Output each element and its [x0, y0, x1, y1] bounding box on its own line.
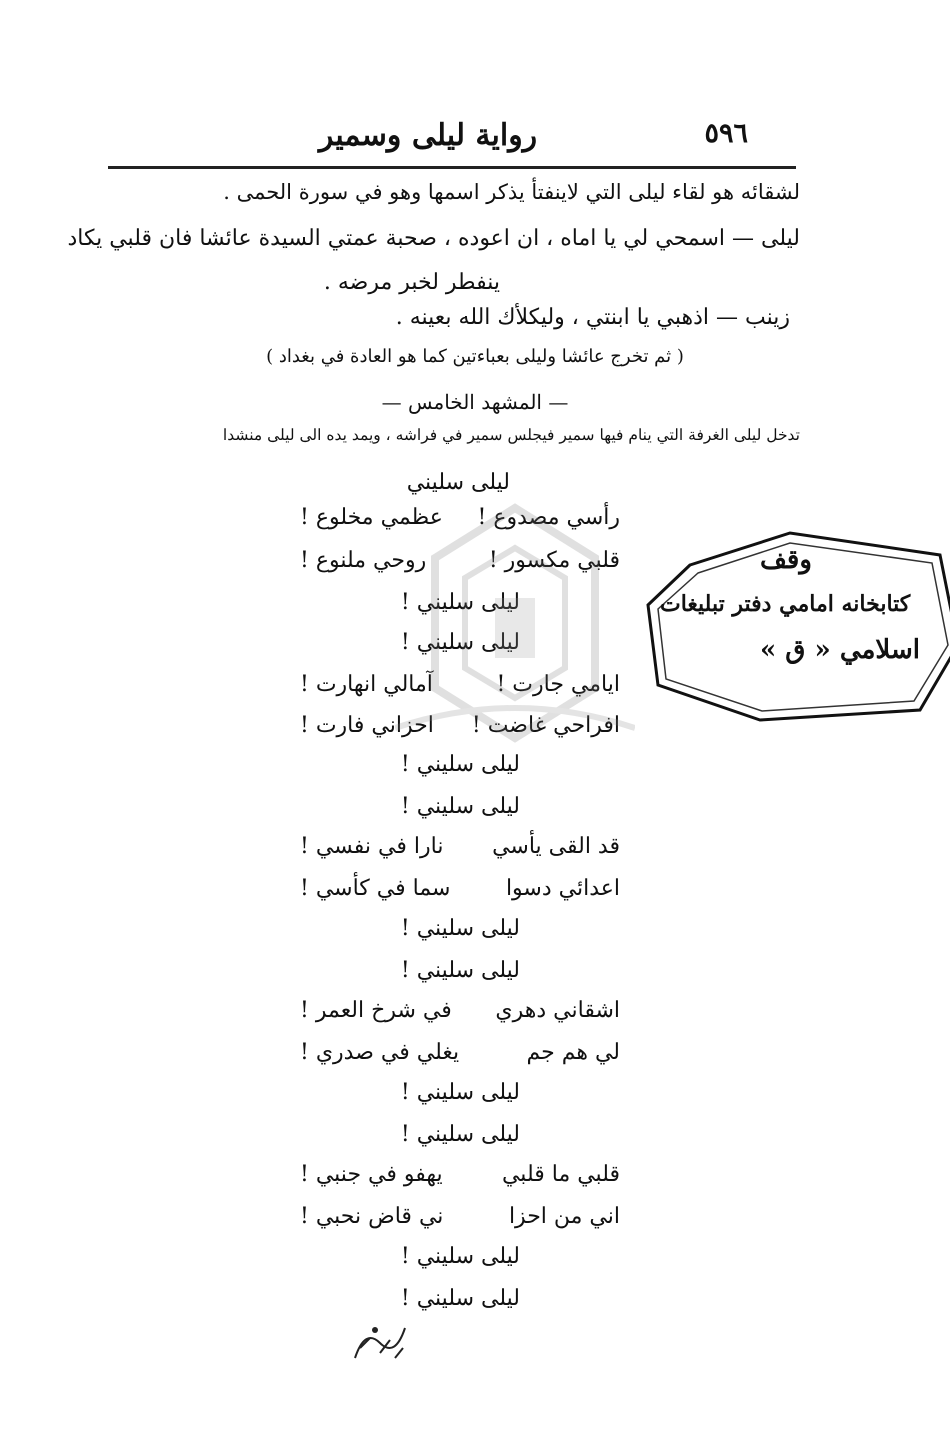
header-rule — [108, 166, 796, 169]
library-stamp — [640, 525, 950, 725]
verse-hemistich: نارا في نفسي ! — [300, 834, 444, 859]
poem-refrain: ليلى سليني ! — [400, 1244, 520, 1269]
end-ornament-icon — [345, 1318, 415, 1368]
poem-refrain: ليلى سليني ! — [400, 958, 520, 983]
scene-heading: — المشهد الخامس — — [381, 390, 569, 414]
verse-hemistich: رأسي مصدوع ! — [477, 505, 620, 530]
verse-hemistich: في شرخ العمر ! — [300, 998, 452, 1023]
verse-hemistich: عظمي مخلوع ! — [300, 505, 443, 530]
page-header — [108, 118, 748, 162]
poem-refrain: ليلى سليني ! — [400, 1080, 520, 1105]
verse-hemistich: قد القى يأسي — [492, 834, 620, 859]
stamp-line: اسلامي « ق » — [760, 635, 920, 665]
stamp-line: وقف — [760, 545, 812, 575]
verse-hemistich: روحي ملنوع ! — [300, 548, 427, 573]
prose-line: ليلى — اسمحي لي يا اماه ، ان اعوده ، صحبة عمتي السيدة عائشا فان قلبي يكاد — [67, 226, 800, 251]
verse-hemistich: يغلي في صدري ! — [300, 1040, 460, 1065]
verse-hemistich: اشقاني دهري — [495, 998, 620, 1023]
verse-hemistich: قلبي ما قلبي — [501, 1162, 620, 1187]
verse-hemistich: ايامي جارت ! — [496, 672, 620, 697]
poem-refrain: ليلى سليني ! — [400, 794, 520, 819]
poem-refrain: ليلى سليني ! — [400, 1286, 520, 1311]
prose-line: ينفطر لخبر مرضه . — [323, 270, 500, 295]
poem-refrain: ليلى سليني ! — [400, 1122, 520, 1147]
verse-hemistich: آمالي انهارت ! — [300, 672, 433, 697]
running-title: رواية ليلى وسمير — [318, 118, 538, 153]
verse-hemistich: اعدائي دسوا — [505, 876, 620, 901]
page-number: ٥٩٦ — [704, 118, 748, 149]
prose-line: لشقائه هو لقاء ليلى التي لاينفتأ يذكر اسمها وهو في سورة الحمى . — [223, 180, 800, 204]
prose-line: زينب — اذهبي يا ابنتي ، وليكلأك الله بعينه . — [395, 305, 790, 330]
poem-refrain: ليلى سليني ! — [400, 590, 520, 615]
verse-hemistich: يهفو في جنبي ! — [300, 1162, 443, 1187]
poem-refrain: ليلى سليني ! — [400, 630, 520, 655]
poem-opening: ليلى سليني — [406, 470, 510, 495]
verse-hemistich: اني من احزا — [508, 1204, 620, 1229]
verse-hemistich: ني قاض نحبي ! — [300, 1204, 444, 1229]
library-watermark — [395, 488, 635, 778]
poem-refrain: ليلى سليني ! — [400, 752, 520, 777]
verse-hemistich: سما في كأسي ! — [300, 876, 451, 901]
verse-hemistich: قلبي مكسور ! — [488, 548, 620, 573]
verse-hemistich: احزاني فارت ! — [300, 713, 434, 738]
poem-refrain: ليلى سليني ! — [400, 916, 520, 941]
verse-hemistich: لي هم جم — [526, 1040, 620, 1065]
stage-direction: ( ثم تخرج عائشا وليلى بعباءتين كما هو العادة في بغداد ) — [266, 346, 684, 367]
verse-hemistich: افراحي غاضت ! — [471, 713, 620, 738]
stamp-line: كتابخانه امامي دفتر تبليغات — [660, 591, 911, 617]
scene-intro: تدخل ليلى الغرفة التي ينام فيها سمير فيجلس سمير في فراشه ، ويمد يده الى ليلى منشدا — [222, 426, 800, 444]
